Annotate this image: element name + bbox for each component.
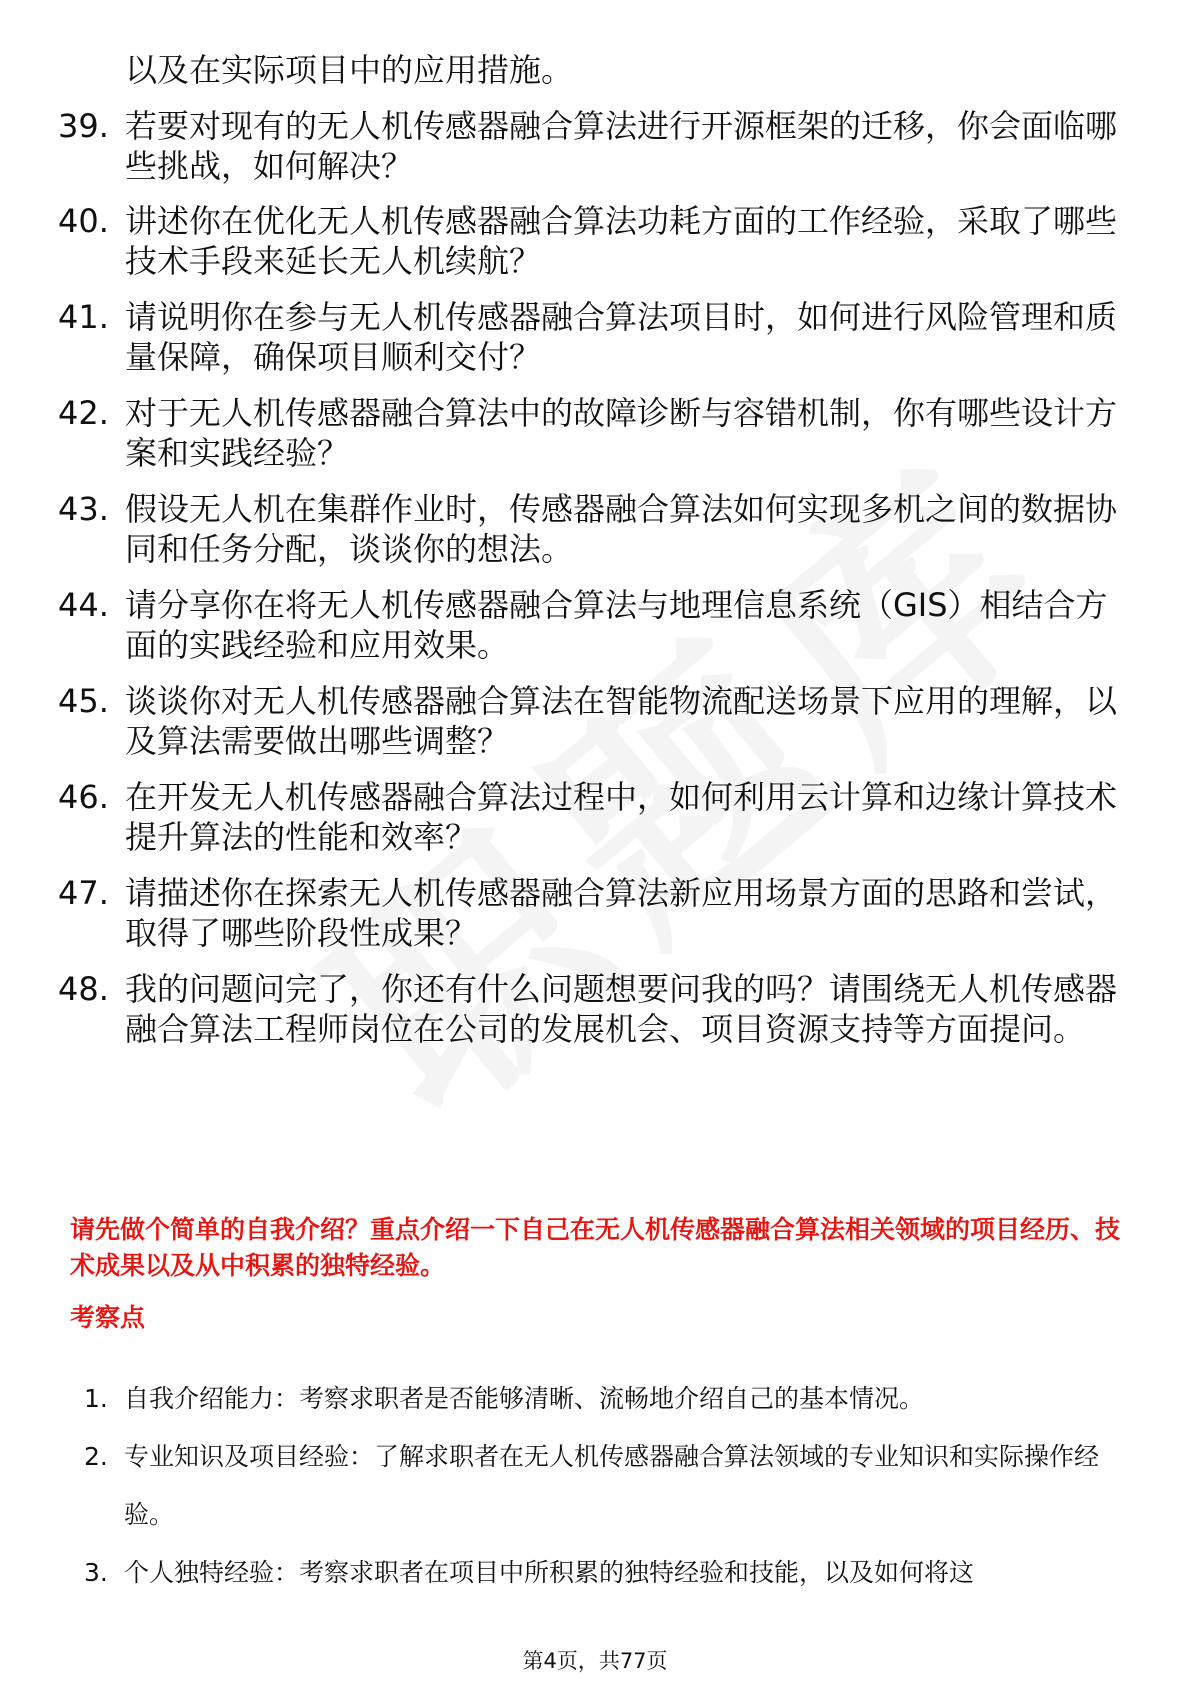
question-item [58, 393, 1118, 473]
question-number: 46. [58, 778, 109, 816]
question-item [58, 489, 1118, 569]
question-text: 讲述你在优化无人机传感器融合算法功耗方面的工作经验，采取了哪些技术手段来延长无人机续航？ [125, 202, 1118, 280]
point-item [84, 1544, 1134, 1602]
question-number: 39. [58, 107, 109, 145]
continuation-text: 以及在实际项目中的应用措施。 [125, 51, 574, 89]
question-text: 对于无人机传感器融合算法中的故障诊断与容错机制，你有哪些设计方案和实践经验？ [125, 394, 1118, 472]
question-number: 45. [58, 682, 109, 720]
point-item [84, 1428, 1134, 1544]
question-item [58, 873, 1118, 953]
page-footer: 第4页，共77页 [522, 1649, 668, 1673]
question-item [58, 969, 1118, 1049]
point-text: 自我介绍能力：考察求职者是否能够清晰、流畅地介绍自己的基本情况。 [124, 1384, 925, 1413]
point-text: 专业知识及项目经验：了解求职者在无人机传感器融合算法领域的专业知识和实际操作经验。 [124, 1442, 1100, 1529]
question-number: 40. [58, 202, 109, 240]
question-text: 请说明你在参与无人机传感器融合算法项目时，如何进行风险管理和质量保障，确保项目顺利交付？ [125, 298, 1118, 376]
question-text: 请分享你在将无人机传感器融合算法与地理信息系统（GIS）相结合方面的实践经验和应用效果。 [125, 586, 1108, 664]
question-number: 48. [58, 970, 109, 1008]
point-number: 3. [84, 1558, 108, 1587]
point-number: 2. [84, 1442, 108, 1471]
section-label: 考察点 [70, 1303, 146, 1332]
question-text: 谈谈你对无人机传感器融合算法在智能物流配送场景下应用的理解，以及算法需要做出哪些调整？ [125, 682, 1118, 760]
question-item [58, 106, 1118, 186]
question-item [58, 681, 1118, 761]
question-text: 在开发无人机传感器融合算法过程中，如何利用云计算和边缘计算技术提升算法的性能和效率？ [125, 778, 1118, 856]
question-text: 假设无人机在集群作业时，传感器融合算法如何实现多机之间的数据协同和任务分配，谈谈你的想法。 [125, 490, 1118, 568]
question-text: 我的问题问完了，你还有什么问题想要问我的吗？请围绕无人机传感器融合算法工程师岗位在公司的发展机会、项目资源支持等方面提问。 [125, 970, 1118, 1048]
question-number: 47. [58, 874, 109, 912]
question-number: 43. [58, 490, 109, 528]
question-item [58, 585, 1118, 665]
question-text: 请描述你在探索无人机传感器融合算法新应用场景方面的思路和尝试，取得了哪些阶段性成果？ [125, 874, 1118, 952]
question-item [58, 777, 1118, 857]
point-number: 1. [84, 1384, 108, 1413]
highlight-question: 请先做个简单的自我介绍？重点介绍一下自己在无人机传感器融合算法相关领域的项目经历、技术成果以及从中积累的独特经验。 [70, 1215, 1121, 1280]
question-number: 44. [58, 586, 109, 624]
point-text: 个人独特经验：考察求职者在项目中所积累的独特经验和技能，以及如何将这 [124, 1558, 975, 1587]
question-number: 42. [58, 394, 109, 432]
question-number: 41. [58, 298, 109, 336]
question-item [58, 201, 1118, 281]
point-item [84, 1370, 1134, 1428]
question-item [58, 297, 1118, 377]
question-text: 若要对现有的无人机传感器融合算法进行开源框架的迁移，你会面临哪些挑战，如何解决？ [125, 107, 1118, 185]
